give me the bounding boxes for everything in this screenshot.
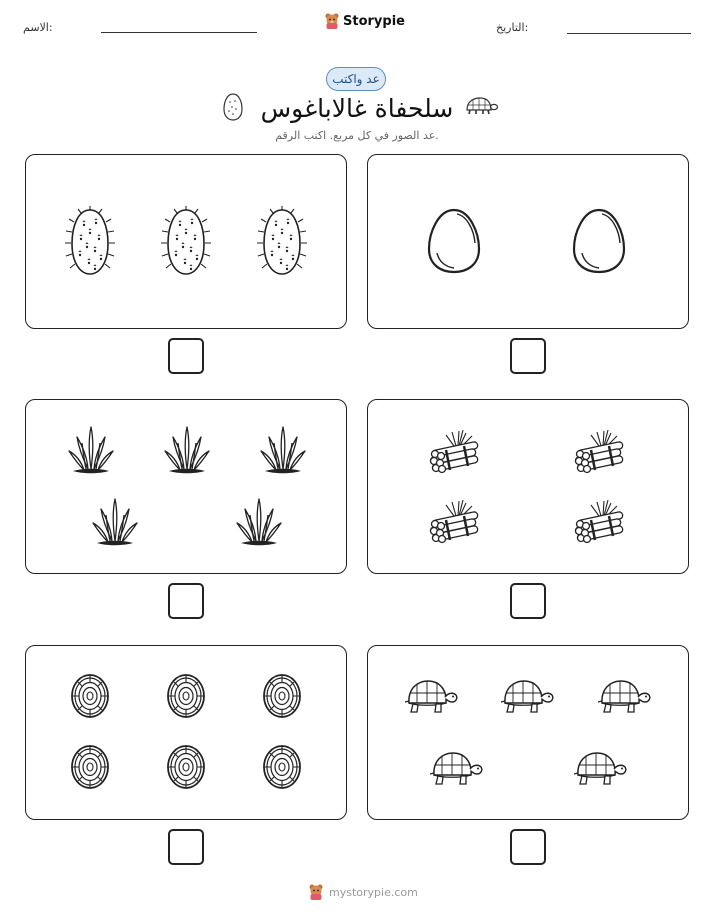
counting-panel-twigs [367, 399, 689, 574]
tortoise-shell-icon [262, 673, 302, 719]
page-title: سلحفاة غالاباغوس [260, 94, 454, 123]
tortoise-icon [403, 677, 459, 715]
tortoise-shell-icon [70, 673, 110, 719]
footer [308, 883, 418, 901]
grass-tuft-icon [68, 425, 114, 475]
answer-box-cactus[interactable] [168, 338, 204, 374]
counting-panel-shells [25, 645, 347, 820]
instructions: عد الصور في كل مربع. اكتب الرقم. [275, 129, 439, 142]
grass-tuft-icon [164, 425, 210, 475]
activity-badge: عد واكتب [326, 67, 386, 91]
grass-tuft-icon [260, 425, 306, 475]
name-label: الاسم: [23, 21, 53, 34]
tortoise-shell-icon [166, 673, 206, 719]
answer-box-twigs[interactable] [510, 583, 546, 619]
twig-bundle-icon [571, 500, 629, 544]
counting-panel-eggs [367, 154, 689, 329]
cactus-pad-icon [160, 206, 212, 278]
storypie-bear-icon [308, 883, 324, 901]
tortoise-icon [464, 96, 498, 116]
date-label: التاريخ: [496, 21, 529, 34]
brand-name: Storypie [343, 13, 405, 29]
twig-bundle-icon [571, 430, 629, 474]
tortoise-icon [428, 749, 484, 787]
tortoise-icon [596, 677, 652, 715]
tortoise-icon [499, 677, 555, 715]
footer-url[interactable]: mystorypie.com [329, 885, 418, 899]
tortoise-shell-icon [262, 744, 302, 790]
egg-icon [571, 207, 627, 275]
name-line[interactable] [101, 32, 257, 33]
counting-panel-tortoises [367, 645, 689, 820]
tortoise-shell-icon [70, 744, 110, 790]
grass-tuft-icon [92, 497, 138, 547]
tortoise-icon [572, 749, 628, 787]
cactus-pad-icon [256, 206, 308, 278]
egg-icon [426, 207, 482, 275]
date-line[interactable] [567, 33, 691, 34]
cactus-pad-icon [64, 206, 116, 278]
twig-bundle-icon [426, 430, 484, 474]
brand-logo [324, 12, 405, 30]
answer-box-shells[interactable] [168, 829, 204, 865]
twig-bundle-icon [426, 500, 484, 544]
answer-box-grass[interactable] [168, 583, 204, 619]
answer-box-tortoises[interactable] [510, 829, 546, 865]
storypie-bear-icon [324, 12, 340, 30]
answer-box-eggs[interactable] [510, 338, 546, 374]
tortoise-shell-icon [166, 744, 206, 790]
grass-tuft-icon [236, 497, 282, 547]
